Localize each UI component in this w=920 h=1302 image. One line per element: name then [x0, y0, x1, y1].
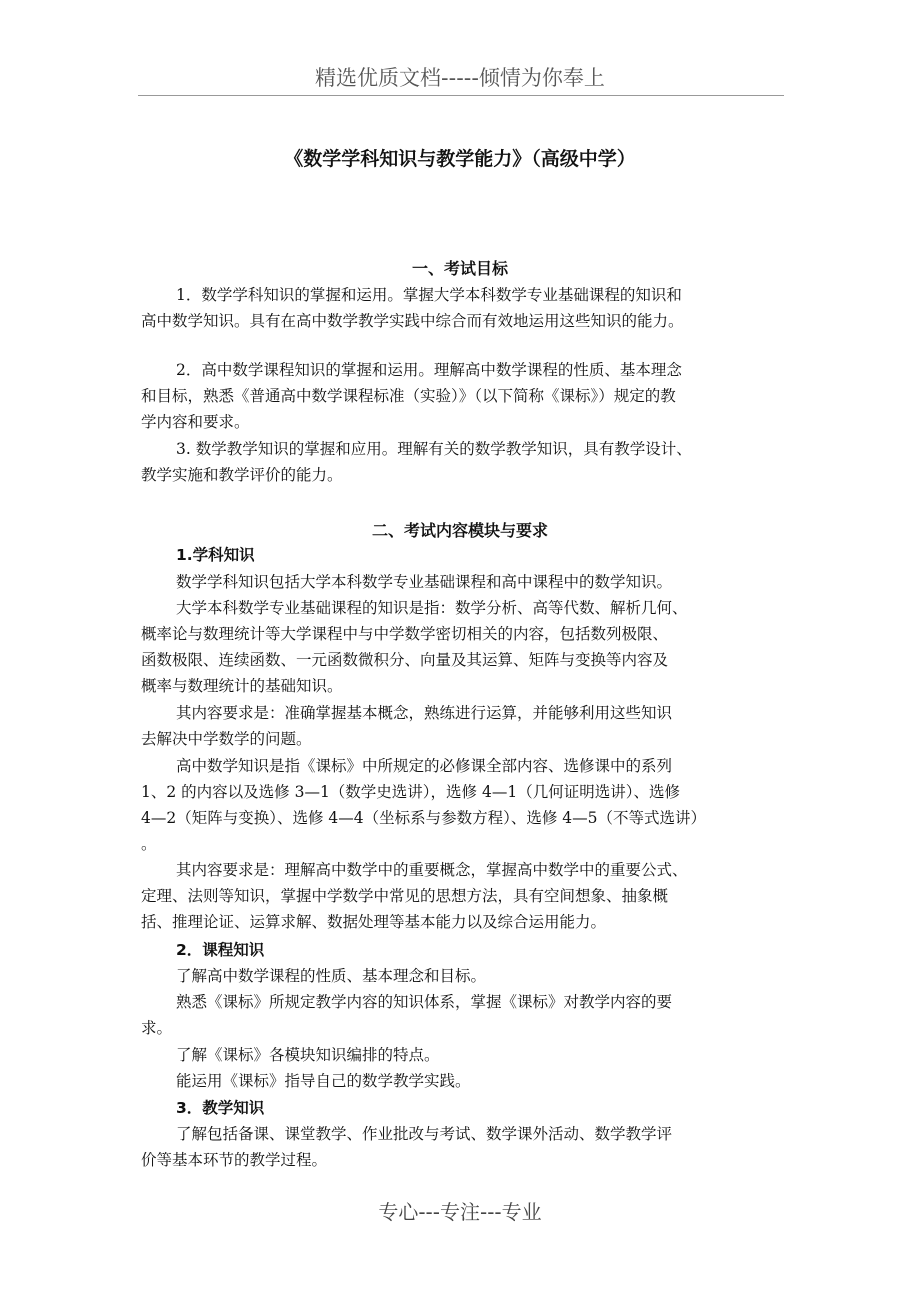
paragraph-line: 熟悉《课标》所规定教学内容的知识体系，掌握《课标》对教学内容的要 [176, 993, 673, 1011]
subheading-curriculum-knowledge: 2．课程知识 [176, 941, 265, 959]
subheading-teaching-knowledge: 3．教学知识 [176, 1099, 265, 1117]
header-divider [138, 95, 784, 96]
paragraph-line: 函数极限、连续函数、一元函数微积分、向量及其运算、矩阵与变换等内容及 [141, 651, 669, 669]
paragraph-line: 1、2 的内容以及选修 3—1（数学史选讲），选修 4—1（几何证明选讲）、选修 [141, 783, 680, 801]
paragraph-line: 1．数学学科知识的掌握和运用。掌握大学本科数学专业基础课程的知识和 [176, 286, 682, 304]
paragraph-line: 了解《课标》各模块知识编排的特点。 [176, 1046, 440, 1064]
paragraph-line: 高中数学知识是指《课标》中所规定的必修课全部内容、选修课中的系列 [176, 757, 673, 775]
paragraph-line: 了解包括备课、课堂教学、作业批改与考试、数学课外活动、数学教学评 [176, 1125, 673, 1143]
paragraph-line: 2．高中数学课程知识的掌握和运用。理解高中数学课程的性质、基本理念 [176, 361, 682, 379]
paragraph-line: 去解决中学数学的问题。 [141, 730, 312, 748]
paragraph-line: 了解高中数学课程的性质、基本理念和目标。 [176, 967, 487, 985]
paragraph-line: 3. 数学教学知识的掌握和应用。理解有关的数学教学知识，具有教学设计、 [176, 440, 692, 458]
paragraph-line: 其内容要求是：理解高中数学中的重要概念，掌握高中数学中的重要公式、 [176, 861, 688, 879]
paragraph-line: 教学实施和教学评价的能力。 [141, 466, 343, 484]
paragraph-line: 高中数学知识。具有在高中数学教学实践中综合而有效地运用这些知识的能力。 [141, 312, 684, 330]
document-title: 《数学学科知识与教学能力》（高级中学） [284, 148, 636, 170]
paragraph-line: 和目标，熟悉《普通高中数学课程标准（实验）》（以下简称《课标》）规定的教 [141, 387, 676, 405]
section-heading-exam-goals: 一、考试目标 [411, 259, 508, 278]
paragraph-line: 求。 [141, 1019, 173, 1037]
paragraph-line: 概率论与数理统计等大学课程中与中学数学密切相关的内容，包括数列极限、 [141, 625, 669, 643]
paragraph-line: 概率与数理统计的基础知识。 [141, 677, 343, 695]
paragraph-line: 4—2（矩阵与变换）、选修 4—4（坐标系与参数方程）、选修 4—5（不等式选讲） [141, 809, 707, 827]
paragraph-line: 价等基本环节的教学过程。 [141, 1151, 328, 1169]
paragraph-line: 。 [141, 835, 157, 853]
paragraph-line: 定理、法则等知识，掌握中学数学中常见的思想方法，具有空间想象、抽象概 [141, 887, 669, 905]
page-footer: 专心---专注---专业 [378, 1200, 542, 1224]
paragraph-line: 学内容和要求。 [141, 413, 250, 431]
paragraph-line: 能运用《课标》指导自己的数学教学实践。 [176, 1072, 471, 1090]
page-header: 精选优质文档-----倾情为你奉上 [315, 66, 605, 90]
section-heading-content-modules: 二、考试内容模块与要求 [371, 521, 548, 540]
paragraph-line: 大学本科数学专业基础课程的知识是指：数学分析、高等代数、解析几何、 [176, 599, 688, 617]
subheading-subject-knowledge: 1.学科知识 [176, 546, 255, 564]
paragraph-line: 括、推理论证、运算求解、数据处理等基本能力以及综合运用能力。 [141, 913, 607, 931]
paragraph-line: 数学学科知识包括大学本科数学专业基础课程和高中课程中的数学知识。 [176, 573, 673, 591]
paragraph-line: 其内容要求是：准确掌握基本概念，熟练进行运算，并能够利用这些知识 [176, 704, 673, 722]
